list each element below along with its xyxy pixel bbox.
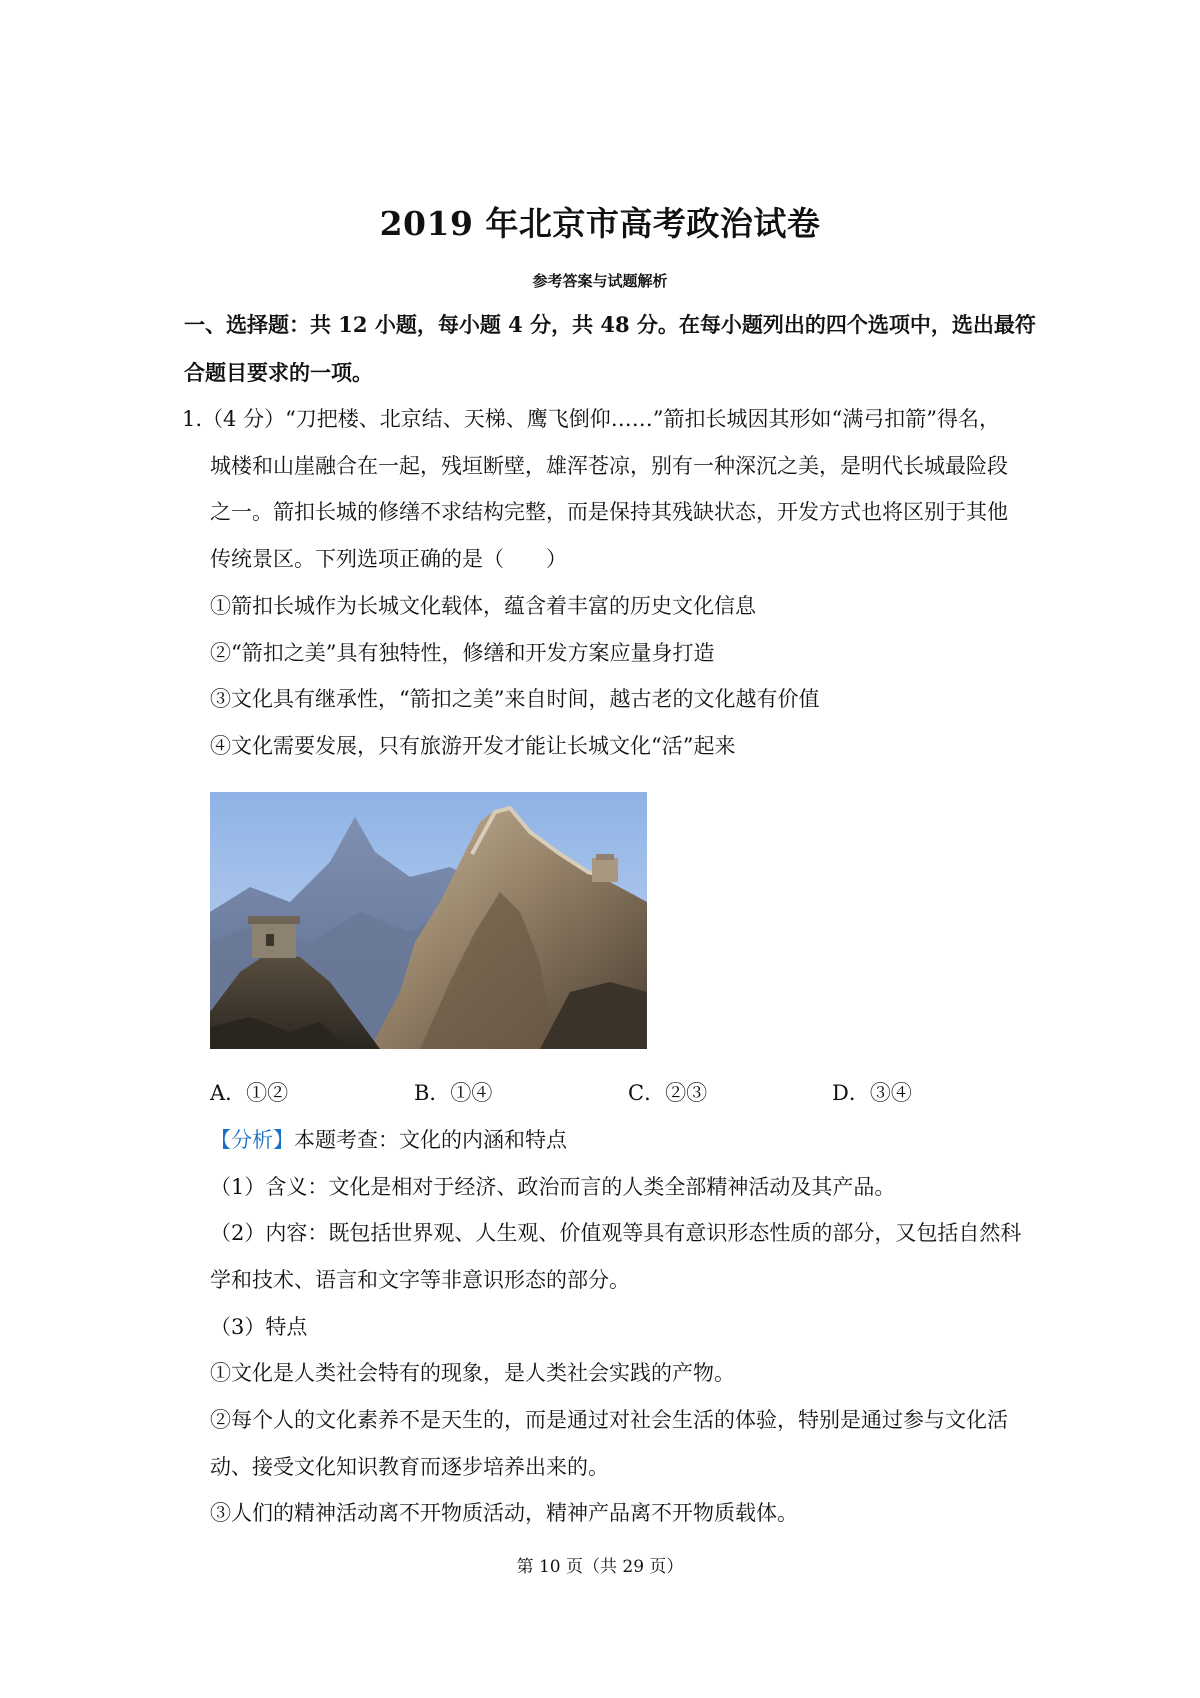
section-heading-line-2: 合题目要求的一项。 <box>184 360 373 385</box>
analysis-p5-line-2: 动、接受文化知识教育而逐步培养出来的。 <box>210 1455 609 1479</box>
option-b[interactable]: B．①④ <box>414 1081 493 1105</box>
question-stem-line-3: 之一。箭扣长城的修缮不求结构完整，而是保持其残缺状态，开发方式也将区别于其他 <box>210 500 1008 524</box>
analysis-p1: （1）含义：文化是相对于经济、政治而言的人类全部精神活动及其产品。 <box>210 1175 896 1199</box>
option-a[interactable]: A．①② <box>210 1081 289 1105</box>
analysis-p2-line-1: （2）内容：既包括世界观、人生观、价值观等具有意识形态性质的部分，又包括自然科 <box>210 1221 1022 1245</box>
page-subtitle: 参考答案与试题解析 <box>532 272 668 290</box>
analysis-intro: 本题考查：文化的内涵和特点 <box>294 1128 567 1152</box>
statement-2: ②“箭扣之美”具有独特性，修缮和开发方案应量身打造 <box>210 641 715 665</box>
section-heading-line-1: 一、选择题：共 12 小题，每小题 4 分，共 48 分。在每小题列出的四个选项中，选出最符 <box>184 312 1036 337</box>
analysis-tag: 【分析】 <box>210 1128 294 1152</box>
analysis-heading <box>210 1125 567 1155</box>
analysis-p4: ①文化是人类社会特有的现象，是人类社会实践的产物。 <box>210 1361 735 1385</box>
page-footer: 第 10 页（共 29 页） <box>516 1557 684 1577</box>
option-c[interactable]: C．②③ <box>628 1081 708 1105</box>
analysis-p5-line-1: ②每个人的文化素养不是天生的，而是通过对社会生活的体验，特别是通过参与文化活 <box>210 1408 1008 1432</box>
question-stem-line-2: 城楼和山崖融合在一起，残垣断壁，雄浑苍凉，别有一种深沉之美，是明代长城最险段 <box>210 454 1008 478</box>
analysis-p6: ③人们的精神活动离不开物质活动，精神产品离不开物质载体。 <box>210 1501 798 1525</box>
great-wall-photo <box>210 792 647 1049</box>
statement-4: ④文化需要发展，只有旅游开发才能让长城文化“活”起来 <box>210 734 736 758</box>
question-stem-line-1: 1.（4 分）“刀把楼、北京结、天梯、鹰飞倒仰……”箭扣长城因其形如“满弓扣箭”得名， <box>182 407 1001 431</box>
statement-3: ③文化具有继承性，“箭扣之美”来自时间，越古老的文化越有价值 <box>210 687 820 711</box>
analysis-p3: （3）特点 <box>210 1315 308 1339</box>
option-d[interactable]: D．③④ <box>832 1081 912 1105</box>
statement-1: ①箭扣长城作为长城文化载体，蕴含着丰富的历史文化信息 <box>210 594 756 618</box>
question-stem-line-4: 传统景区。下列选项正确的是（ ） <box>210 547 567 571</box>
page-title: 2019 年北京市高考政治试卷 <box>379 204 821 243</box>
answer-options <box>210 1078 1010 1108</box>
analysis-p2-line-2: 学和技术、语言和文字等非意识形态的部分。 <box>210 1268 630 1292</box>
